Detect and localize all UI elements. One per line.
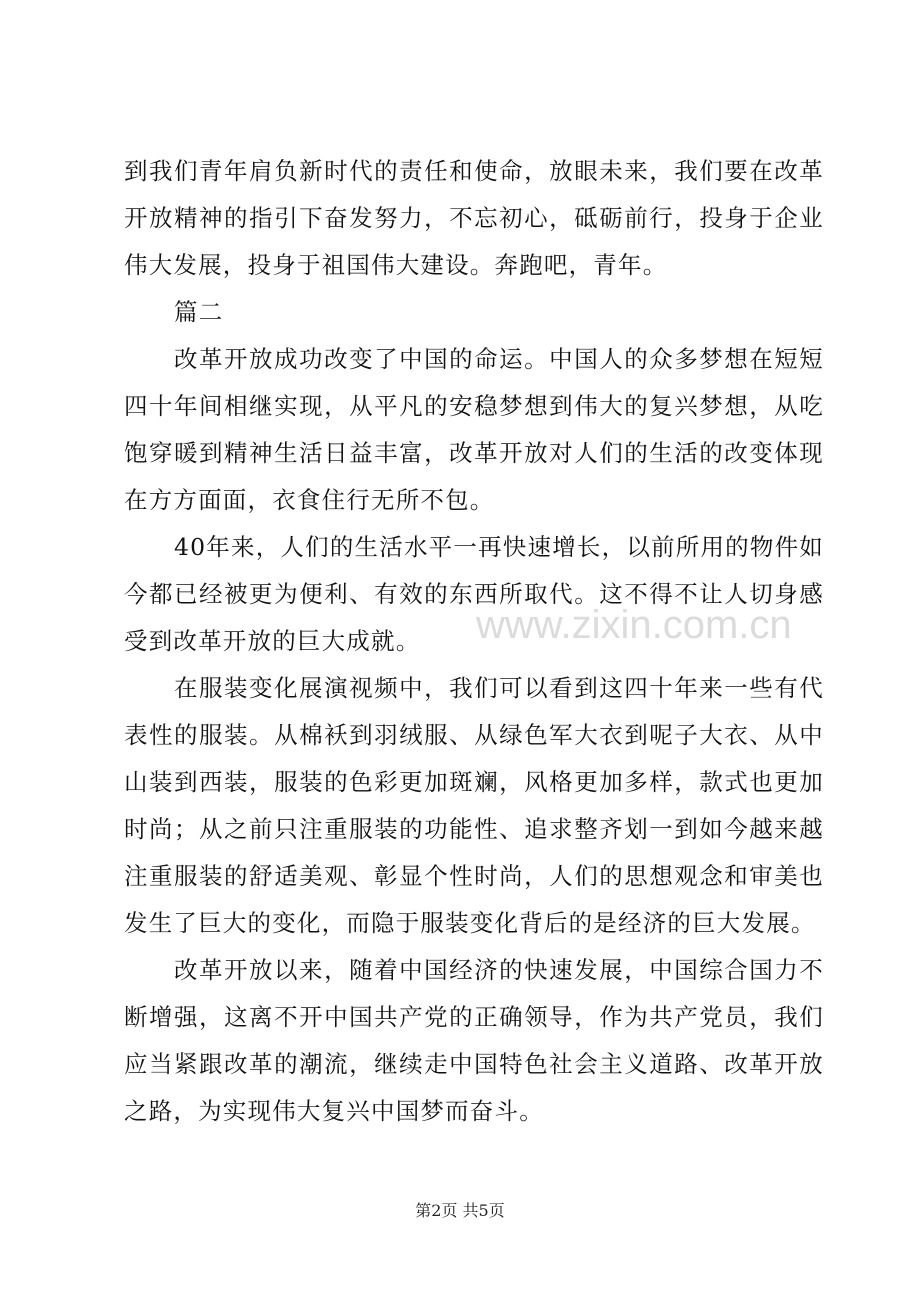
watermark: www.zixin.com.cn — [476, 603, 792, 647]
paragraph-1: 到我们青年肩负新时代的责任和使命，放眼未来，我们要在改革开放精神的指引下奋发努力，不忘初心，砥砺前行，投身于企业伟大发展，投身于祖国伟大建设。奔跑吧，青年。 — [124, 157, 824, 279]
paragraph-3: 40年来，人们的生活水平一再快速增长，以前所用的物件如今都已经被更为便利、有效的东西所取代。这不得不让人切身感受到改革开放的巨大成就。 — [124, 533, 824, 655]
section-heading: 篇二 — [174, 298, 224, 326]
document-body — [124, 148, 824, 1135]
paragraph-4: 在服装变化展演视频中，我们可以看到这四十年来一些有代表性的服装。从棉袄到羽绒服、从绿色军大衣到呢子大衣、从中山装到西装，服装的色彩更加斑斓，风格更加多样，款式也更加时尚；从之前只注重服装的功能性、追求整齐划一到如今越来越注重服装的舒适美观、彰显个性时尚，人们的思想观念和审美也发生了巨大的变化，而隐于服装变化背后的是经济的巨大发展。 — [124, 674, 824, 937]
page-footer: 第2页 共5页 — [415, 1201, 505, 1220]
paragraph-2: 改革开放成功改变了中国的命运。中国人的众多梦想在短短四十年间相继实现，从平凡的安稳梦想到伟大的复兴梦想，从吃饱穿暖到精神生活日益丰富，改革开放对人们的生活的改变体现在方方面面，衣食住行无所不包。 — [124, 345, 824, 514]
paragraph-5: 改革开放以来，随着中国经济的快速发展，中国综合国力不断增强，这离不开中国共产党的正确领导，作为共产党员，我们应当紧跟改革的潮流，继续走中国特色社会主义道路、改革开放之路，为实现伟大复兴中国梦而奋斗。 — [124, 956, 824, 1125]
